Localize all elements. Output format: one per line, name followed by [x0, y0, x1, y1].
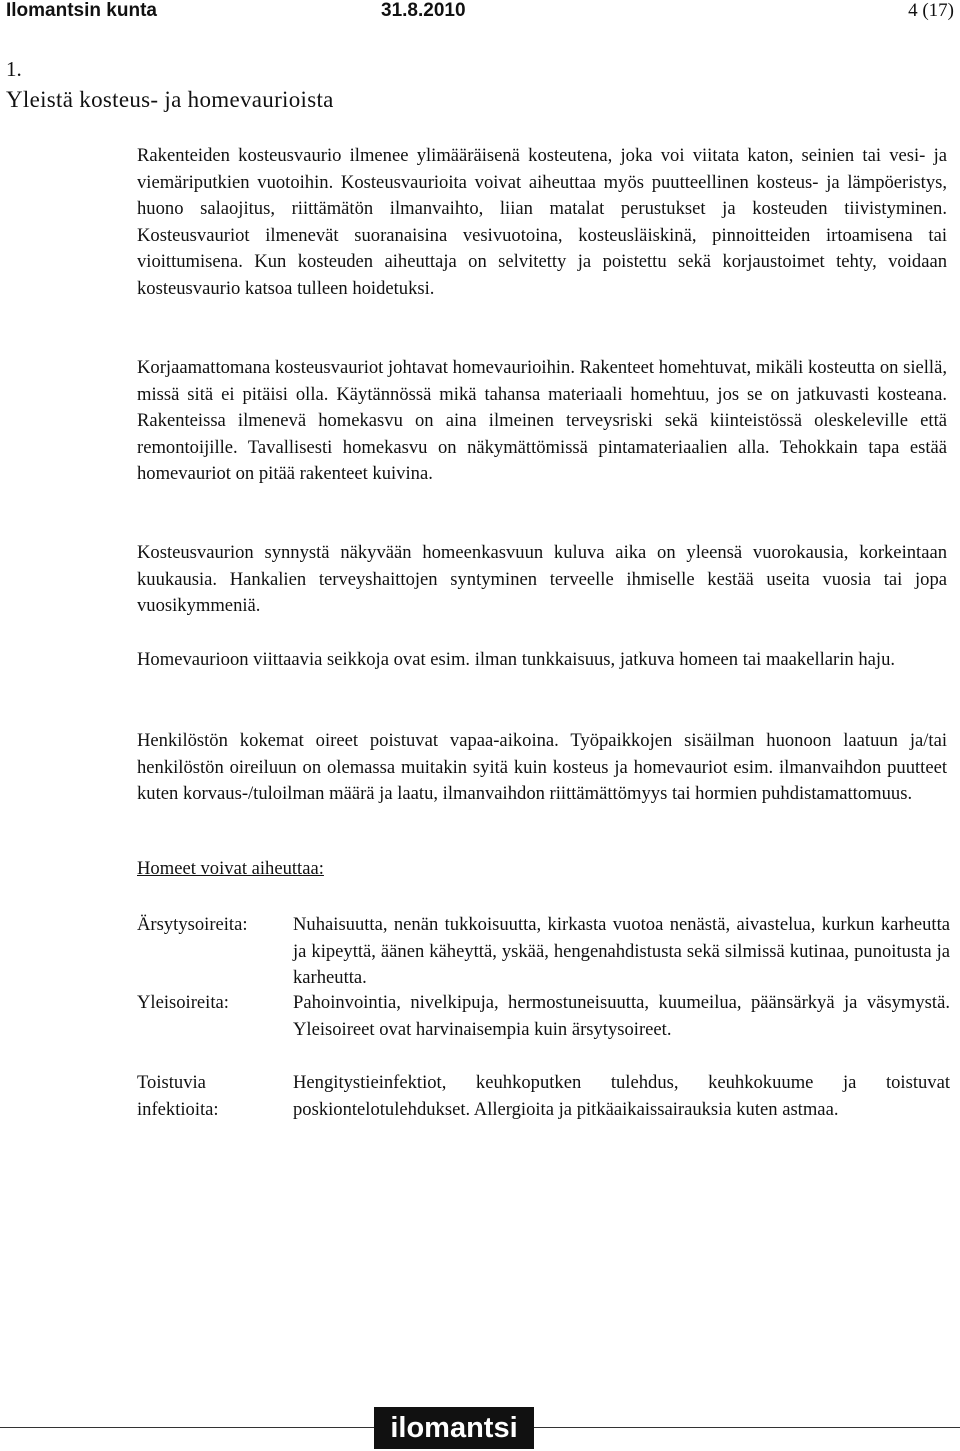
section-number: 1.	[6, 57, 22, 81]
effect-text-infections: Hengitystieinfektiot, keuhkoputken tulehdus, keuhkokuume ja toistuvat poskiontelotulehdukset. Allergioita ja pitkäaikaissairauksia kuten astmaa.	[293, 1072, 950, 1120]
section-title: Yleistä kosteus- ja homevaurioista	[6, 87, 334, 112]
ilomantsi-logo	[374, 1407, 534, 1449]
paragraph-mold-timeline: Kosteusvaurion synnystä näkyvään homeenkasvuun kuluva aika on yleensä vuorokausia, korkeintaan kuukausia. Hankalien terveyshaittojen syntyminen terveelle ihmiselle kestää useita vuosia tai jopa vuosikymmeniä.	[137, 542, 947, 616]
effect-text-irritation: Nuhaisuutta, nenän tukkoisuutta, kirkasta vuotoa nenästä, aivastelua, kurkun karheutta ja kipeyttä, äänen käheyttä, yskää, hengenahdistusta sekä silmissä kutinaa, punoitusta ja karheutta.	[293, 914, 950, 988]
paragraph-mold-signs: Homevaurioon viittaavia seikkoja ovat esim. ilman tunkkaisuus, jatkuva homeen tai maakellarin haju.	[137, 649, 896, 670]
effect-label-general: Yleisoireita:	[137, 992, 229, 1013]
paragraph-moisture-damage: Rakenteiden kosteusvaurio ilmenee ylimääräisenä kosteutena, joka voi viitata katon, seinien tai vesi- ja viemäriputkien vuotoihin. Kosteusvaurioita voivat aiheuttaa myös puutteellinen kosteus- ja lämpöeristys, huono salaojitus, riittämätön ilmanvaihto, liian matalat perustukset ja kosteuden tiivistyminen. Kosteusvauriot ilmenevät suoranaisina vesivuotoina, kosteusläiskinä, pinnoitteiden irtoamisena tai vioittumisena. Kun kosteuden aiheuttaja on selvitetty ja poistettu sekä korjaustoimet tehty, voidaan kosteusvaurio katsoa tulleen hoidetuksi.	[137, 145, 947, 299]
page-header	[6, 0, 954, 24]
effects-heading: Homeet voivat aiheuttaa:	[137, 858, 324, 879]
effect-text-general: Pahoinvointia, nivelkipuja, hermostuneisuutta, kuumeilua, päänsärkyä ja väsymystä. Yleisoireet ovat harvinaisempia kuin ärsytysoireet.	[293, 992, 950, 1040]
effect-label-infections: Toistuvia infektioita:	[137, 1072, 219, 1120]
paragraph-staff-symptoms: Henkilöstön kokemat oireet poistuvat vapaa-aikoina. Työpaikkojen sisäilman huonoon laatuun ja/tai henkilöstön oireiluun on olemassa muitakin syitä kuin kosteus ja homevauriot esim. ilmanvaihdon puutteet kuten korvaus-/tuloilman määrä ja laatu, ilmanvaihdon riittämättömyys tai hormien puhdistamattomuus.	[137, 730, 947, 804]
page-number: 4 (17)	[908, 0, 954, 21]
document-date: 31.8.2010	[381, 0, 466, 21]
effect-label-irritation: Ärsytysoireita:	[137, 914, 248, 935]
paragraph-mold-damage: Korjaamattomana kosteusvauriot johtavat homevaurioihin. Rakenteet homehtuvat, mikäli kosteutta on siellä, missä sitä ei pitäisi olla. Käytännössä mikä tahansa materiaali homehtuu, jos se on jatkuvasti kosteana. Rakenteissa ilmenevä homekasvu on aina ilmeinen terveysriski sekä kiinteistössä oleskeleville että remontoijille. Tavallisesti homekasvu on näkymättömissä pintamateriaalien alla. Tehokkain tapa estää homevauriot on pitää rakenteet kuivina.	[137, 357, 947, 484]
organization-name: Ilomantsin kunta	[6, 0, 157, 21]
logo-wordmark: ilomantsi	[390, 1412, 518, 1444]
